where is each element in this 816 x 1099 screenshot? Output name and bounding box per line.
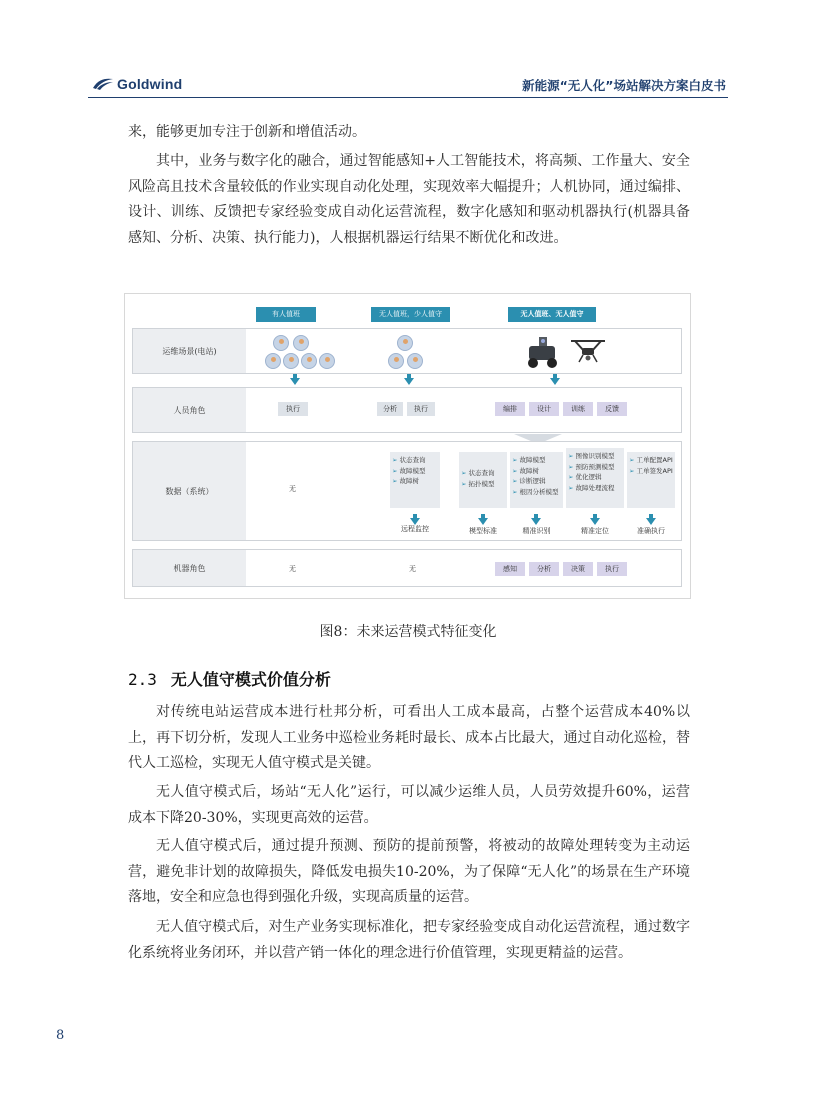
tag-unmanned: 无人值班、无人值守 [508,307,596,322]
row-machine [132,549,682,587]
person-icon [273,335,289,351]
section-number: 2.3 [128,670,157,689]
goldwind-logo [92,76,182,92]
chip-decide: 决策 [563,562,593,576]
down-arrow-icon [290,378,300,385]
machine-none: 无 [289,565,296,573]
person-icon [265,353,281,369]
down-arrow-icon [550,378,560,385]
down-arrow-icon [478,518,488,525]
row-label-scene: 运维场景(电站) [133,329,246,373]
page-header [88,72,728,98]
caption-precise-identify: 精准识别 [522,527,551,535]
section-title: 无人值守模式价值分析 [170,670,331,689]
person-icon [407,353,423,369]
logo-text: Goldwind [117,76,183,92]
person-icon [283,353,299,369]
box-remote-monitor: ➢ 状态查询 ➢ 故障模型 ➢ 故障树 [390,452,440,508]
tag-few-staff: 无人值班，少人值守 [371,307,450,322]
box-model-standard: ➢ 状态查询 ➢ 拓扑模型 [459,452,507,508]
down-arrow-icon [646,518,656,525]
drone-icon [567,337,609,365]
box-precise-identify: ➢ 故障模型 ➢ 故障树 ➢ 诊断逻辑 ➢ 根因分析模型 [510,452,563,508]
chip-analyze: 分析 [529,562,559,576]
figure-caption: 图8：未来运营模式特征变化 [319,624,497,640]
paragraph: 无人值守模式后，场站“无人化”运行，可以减少运维人员，人员劳效提升60%，运营成本下降20-30%，实现更高效的运营。 [128,784,690,826]
chip-feedback: 反馈 [597,402,627,416]
down-arrow-icon [531,518,541,525]
caption-precise-locate: 精准定位 [581,527,609,535]
tag-manned: 有人值班 [256,307,316,322]
row-label-people: 人员角色 [133,388,246,432]
paragraph: 其中，业务与数字化的融合，通过智能感知+人工智能技术，将高频、工作量大、安全风险高且技术含量较低的作业实现自动化处理，实现效率大幅提升；人机协同，通过编排、设计、训练、反馈把专家经验变成自动化运营流程，数字化感知和驱动机器执行(机器具备感知、分析、决策、执行能力)，人根据机器运行结果不断优化和改进。 [128,153,690,246]
down-arrow-icon [404,378,414,385]
chip-execute: 执行 [278,402,308,416]
chip-train: 训练 [563,402,593,416]
page-number: 8 [56,1028,65,1043]
box-accurate-execute: ➢ 工单配置API ➢ 工单签发API [627,452,675,508]
person-icon [319,353,335,369]
chip-analyze: 分析 [377,402,403,416]
chip-execute: 执行 [407,402,435,416]
chip-execute: 执行 [597,562,627,576]
paragraph: 无人值守模式后，对生产业务实现标准化，把专家经验变成自动化运营流程，通过数字化系统将业务闭环，并以营产销一体化的理念进行价值管理，实现更精益的运营。 [128,919,690,961]
chip-sense: 感知 [495,562,525,576]
row-people [132,387,682,433]
box-precise-locate: ➢ 图像识别模型 ➢ 预防预测模型 ➢ 优化逻辑 ➢ 故障处理流程 [566,448,624,508]
operation-mode-figure [124,293,691,599]
paragraph: 来，能够更加专注于创新和增值活动。 [128,124,366,140]
row-data [132,441,682,541]
section-heading [128,667,331,690]
machine-none: 无 [409,565,416,573]
down-arrow-icon [590,518,600,525]
robot-icon [525,334,561,370]
chip-orchestrate: 编排 [495,402,525,416]
paragraph: 无人值守模式后，通过提升预测、预防的提前预警，将被动的故障处理转变为主动运营，避免非计划的故障损失，降低发电损失10-20%，为了保障“无人化”的场景在生产环境落地，安全和应急也得到强化升级，实现高质量的运营。 [128,838,690,905]
row-scene [132,328,682,374]
document-title: 新能源“无人化”场站解决方案白皮书 [522,78,726,93]
row-label-machine: 机器角色 [133,550,246,586]
caption-remote-monitor: 远程监控 [401,525,429,533]
wind-logo-icon [92,77,114,91]
person-icon [293,335,309,351]
caption-accurate-execute: 准确执行 [637,527,665,535]
person-icon [388,353,404,369]
chip-design: 设计 [529,402,559,416]
person-icon [397,335,413,351]
person-icon [301,353,317,369]
caption-model-standard: 模型标准 [469,527,497,535]
data-none: 无 [289,485,296,493]
paragraph: 对传统电站运营成本进行杜邦分析，可看出人工成本最高，占整个运营成本40%以上，再下切分析，发现人工业务中巡检业务耗时最长、成本占比最大，通过自动化巡检，替代人工巡检，实现无人值守模式是关键。 [128,704,690,771]
row-label-data: 数据（系统） [133,442,246,540]
